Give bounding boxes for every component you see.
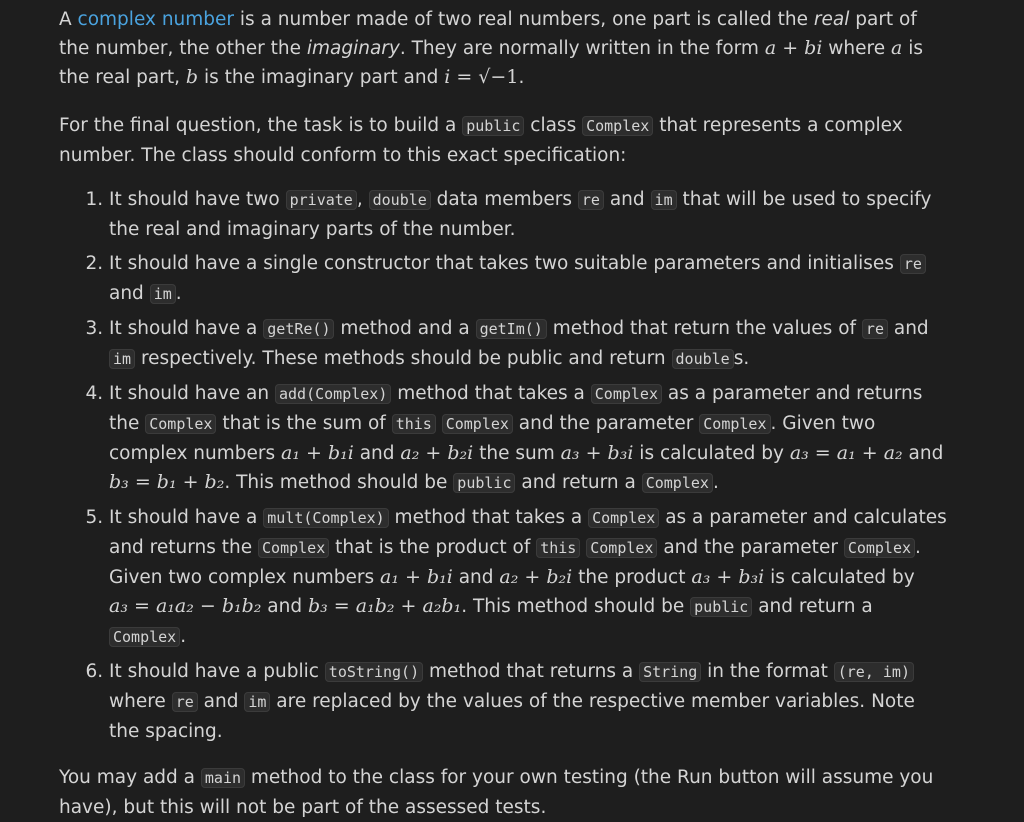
spec-item-1 [109, 185, 949, 244]
code: Complex [442, 414, 513, 434]
text: and [887, 318, 929, 339]
code: Complex [109, 627, 180, 647]
spec-item-3 [109, 314, 949, 374]
code: public [453, 473, 515, 493]
text: For the final question, the task is to build a [59, 115, 463, 136]
math: a₃ + b₃i [691, 566, 765, 588]
text: . [712, 472, 719, 493]
text: is calculated by [633, 443, 790, 464]
text: method that returns a [423, 661, 640, 682]
text: and return a [515, 472, 642, 493]
text: data members [430, 189, 578, 210]
code: re [900, 254, 926, 274]
emphasis-real: real [813, 9, 850, 30]
text: method that return the values of [546, 318, 862, 339]
text: that is the product of [329, 537, 537, 558]
math-i-def [444, 66, 518, 88]
math-a: a [764, 37, 777, 59]
code: Complex [699, 414, 770, 434]
text: s. [733, 348, 750, 369]
code: im [244, 692, 270, 712]
code: toString() [325, 662, 423, 682]
text: A [59, 9, 78, 30]
text: and [261, 596, 308, 617]
code: add(Complex) [275, 384, 391, 404]
text: and the parameter [657, 537, 844, 558]
spec-item-4 [109, 379, 949, 498]
text: . [180, 626, 187, 647]
text: and [603, 189, 651, 210]
code-public: public [462, 116, 524, 136]
math: a₃ + b₃i [560, 442, 634, 464]
text: method and a [334, 318, 476, 339]
code: getIm() [476, 319, 547, 339]
text: and the parameter [512, 413, 700, 434]
code: Complex [145, 414, 216, 434]
content [59, 5, 949, 822]
text: and [902, 443, 944, 464]
text: It should have a [109, 507, 264, 528]
text: and [452, 567, 500, 588]
text [436, 413, 442, 434]
text: It should have a single constructor that takes two suitable parameters and initialises [109, 253, 900, 274]
code: double [369, 190, 431, 210]
code: Complex [591, 384, 662, 404]
text: class [524, 115, 583, 136]
math-b: b [185, 66, 199, 88]
text: the product [572, 567, 692, 588]
spec-item-6 [109, 657, 949, 746]
text: is the real part, [59, 38, 923, 88]
code: mult(Complex) [263, 508, 388, 528]
text: is calculated by [764, 567, 915, 588]
code: im [109, 349, 135, 369]
text: . This method should be [224, 472, 454, 493]
code: im [150, 284, 176, 304]
emphasis-imaginary: imaginary [306, 38, 400, 59]
code-main: main [201, 768, 245, 788]
code: re [578, 190, 604, 210]
code: Complex [258, 538, 329, 558]
math-bi: bi [804, 37, 823, 59]
text: method that takes a [391, 383, 591, 404]
math-form [765, 37, 823, 59]
text: and [197, 691, 245, 712]
code: Complex [844, 538, 915, 558]
text: are replaced by the values of the respective member variables. Note the spacing. [109, 691, 915, 742]
text: where [109, 691, 172, 712]
text: It should have a [109, 318, 264, 339]
text: It should have a public [109, 661, 325, 682]
code: Complex [642, 473, 713, 493]
text: . [518, 67, 525, 88]
code: public [690, 597, 752, 617]
text: that is the sum of [216, 413, 392, 434]
code-complex: Complex [582, 116, 653, 136]
text: . They are normally written in the form [399, 38, 765, 59]
math: b₃ = b₁ + b₂ [109, 471, 225, 493]
code: this [392, 414, 436, 434]
math-sqrt: = √−1 [450, 66, 519, 88]
text: and return a [752, 596, 873, 617]
text: and [353, 443, 401, 464]
text: as a parameter and calculates and returns the [109, 507, 947, 558]
text: method that takes a [388, 507, 589, 528]
spec-item-2 [109, 249, 949, 309]
text: . This method should be [461, 596, 691, 617]
code: String [639, 662, 701, 682]
code: Complex [588, 508, 659, 528]
task-paragraph [59, 111, 949, 170]
text: as a parameter and returns the [109, 383, 923, 434]
text: is a number made of two real numbers, one part is called the [234, 9, 814, 30]
spec-item-5 [109, 503, 949, 652]
text: where [822, 38, 891, 59]
text: . Given two complex numbers [109, 413, 876, 464]
text: It should have an [109, 383, 275, 404]
outro-paragraph [59, 763, 949, 822]
code: (re, im) [834, 662, 914, 682]
math-i: i [444, 66, 451, 88]
text: that will be used to specify the real and imaginary parts of the number. [109, 189, 932, 240]
math: a₁ + b₁i [281, 442, 354, 464]
code: getRe() [263, 319, 334, 339]
code: this [536, 538, 580, 558]
intro-paragraph [59, 5, 949, 92]
text: the sum [473, 443, 561, 464]
text: in the format [701, 661, 834, 682]
code: re [172, 692, 198, 712]
math-plus: + [776, 37, 805, 59]
complex-number-link[interactable]: complex number [77, 9, 235, 30]
text: , [356, 189, 369, 210]
text: respectively. These methods should be public and return [135, 348, 672, 369]
math: a₂ + b₂i [499, 566, 573, 588]
math: a₁ + b₁i [380, 566, 453, 588]
text: . Given two complex numbers [109, 537, 921, 588]
math: a₃ = a₁ + a₂ [789, 442, 903, 464]
code: Complex [586, 538, 657, 558]
code: re [862, 319, 888, 339]
math: a₂ + b₂i [400, 442, 474, 464]
math-a: a [891, 37, 903, 59]
text: that represents a complex number. The class should conform to this exact specification: [59, 115, 903, 166]
specification-list [59, 185, 949, 746]
code: private [286, 190, 357, 210]
math: b₃ = a₁b₂ + a₂b₁ [307, 595, 462, 617]
text: part of the number, the other the [59, 9, 917, 59]
code: im [651, 190, 677, 210]
text: is the imaginary part and [198, 67, 445, 88]
math: a₃ = a₁a₂ − b₁b₂ [109, 595, 262, 617]
text: . [175, 283, 182, 304]
text: method to the class for your own testing (the Run button will assume you have), but this will not be part of the assessed tests. [59, 767, 934, 818]
text: and [109, 283, 150, 304]
code: double [672, 349, 734, 369]
text: It should have two [109, 189, 286, 210]
text: You may add a [59, 767, 201, 788]
